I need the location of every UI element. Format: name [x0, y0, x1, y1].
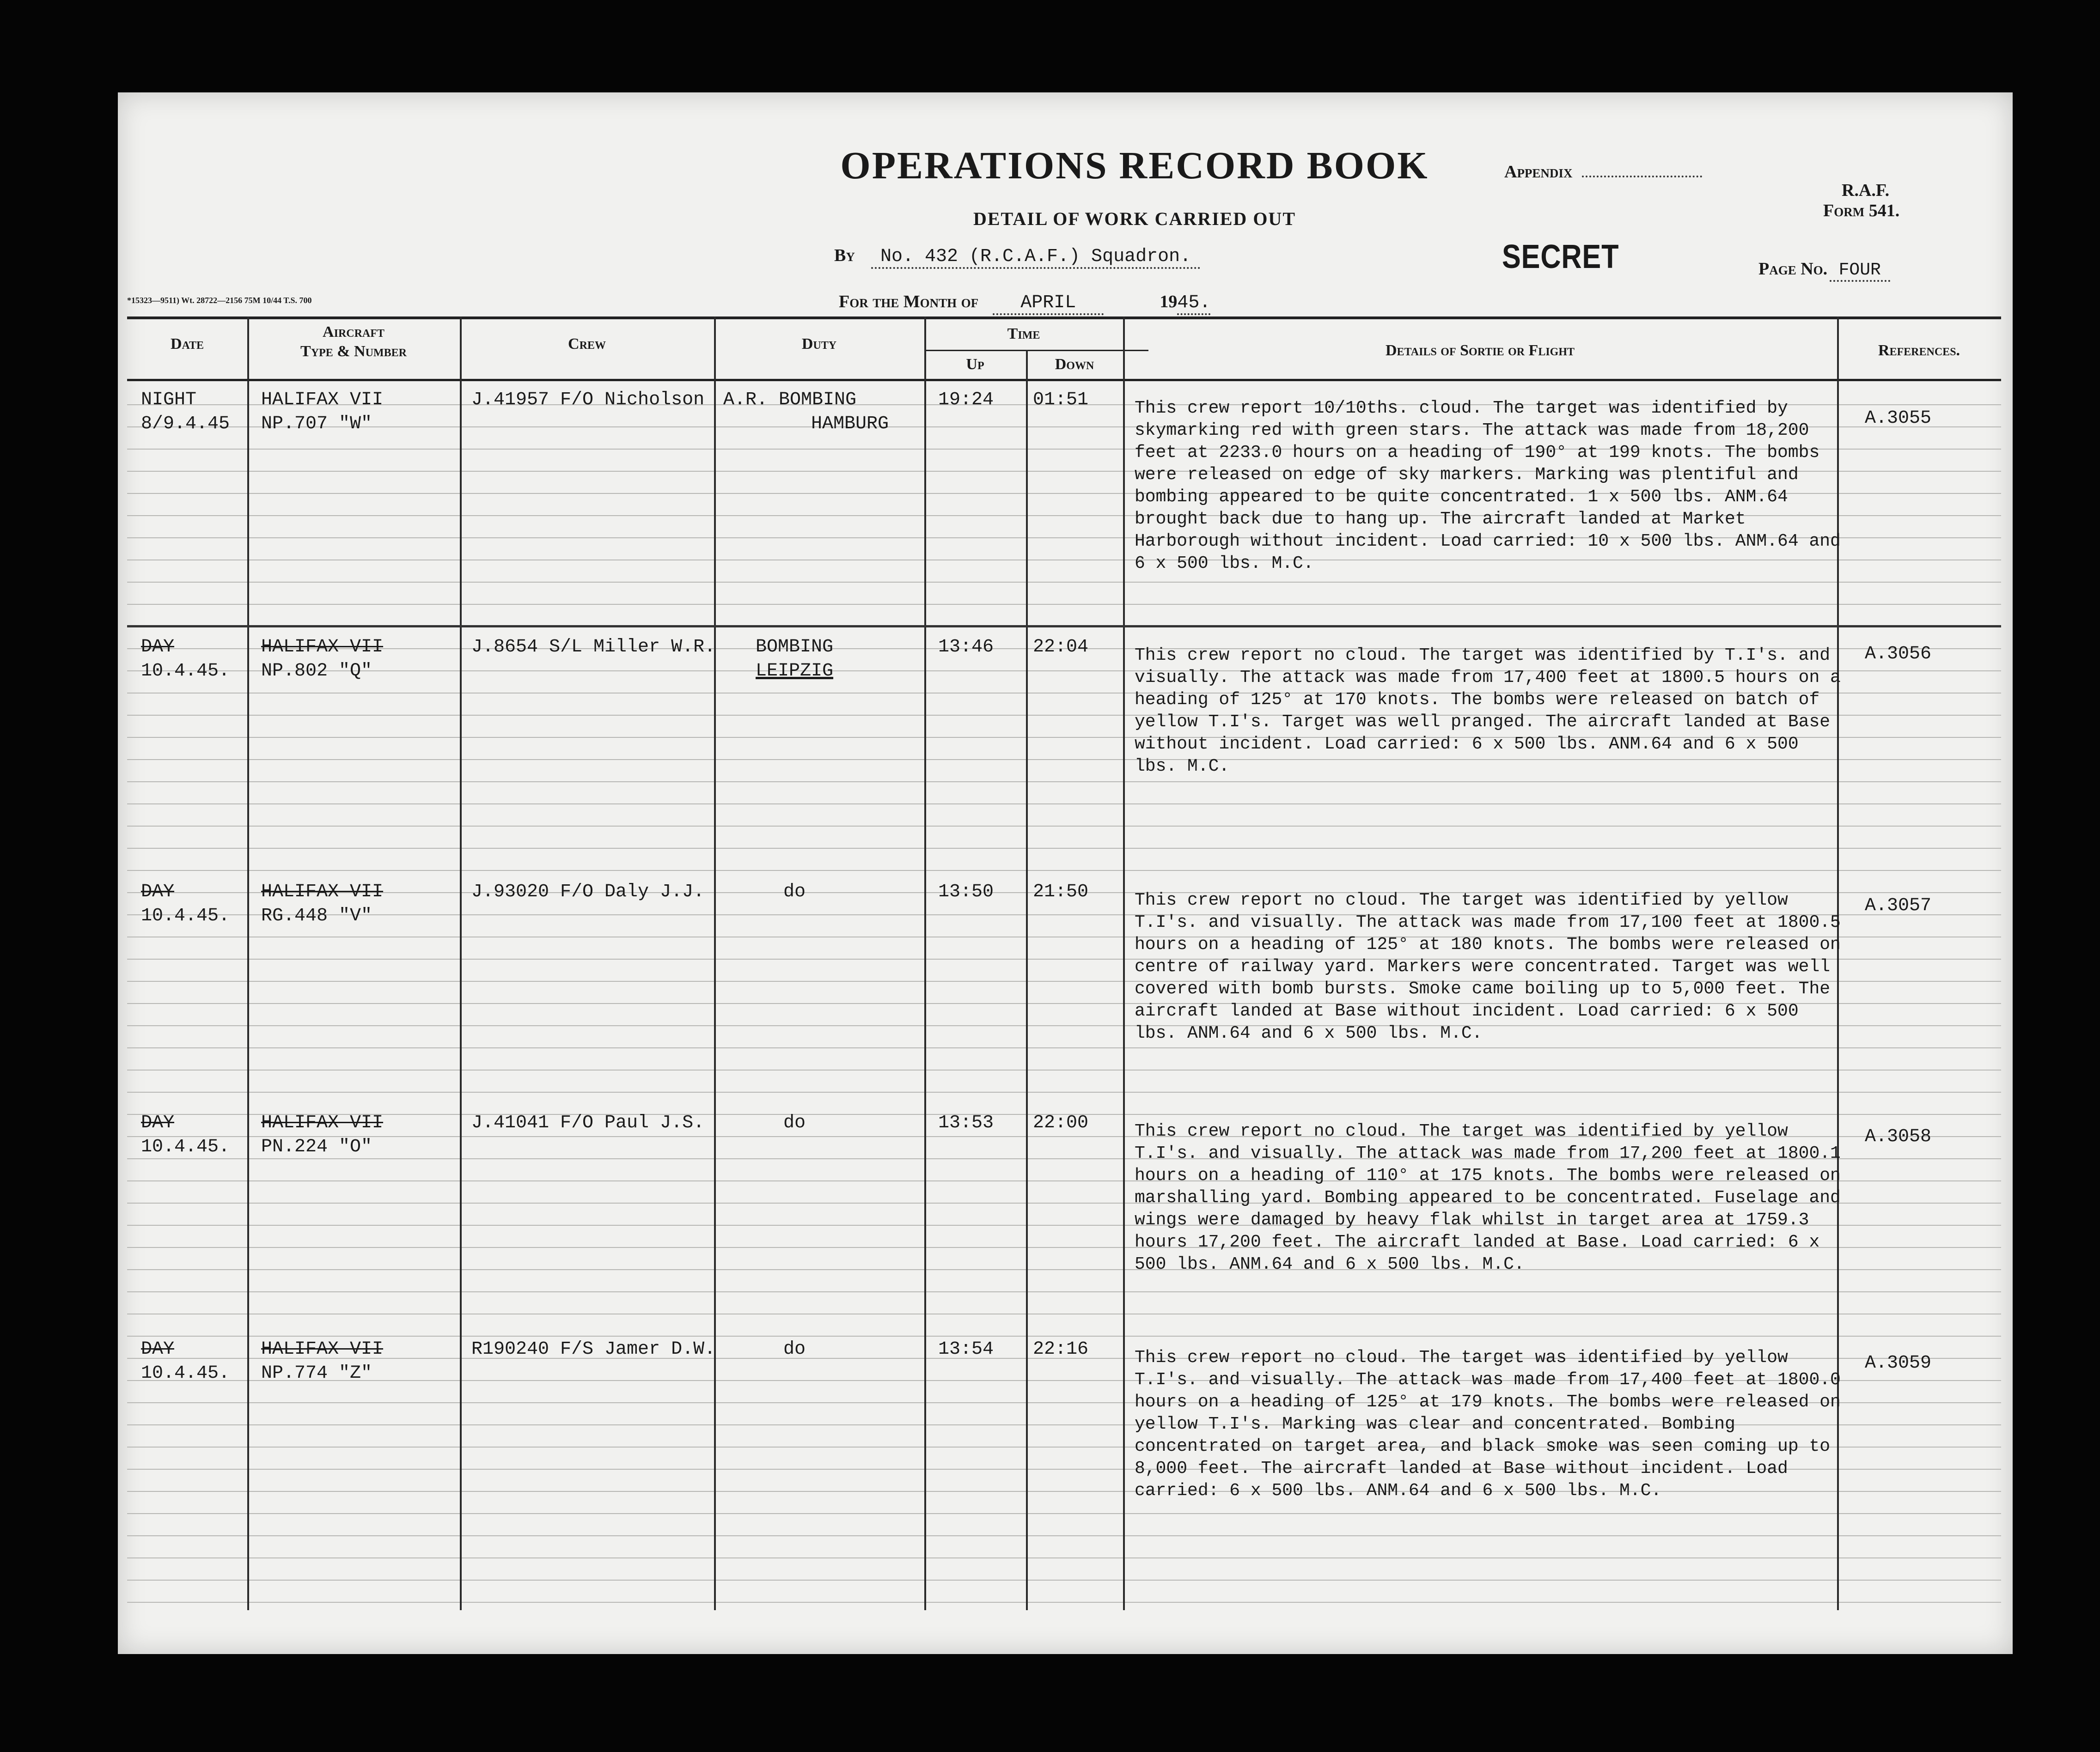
time-up: 19:24	[938, 389, 994, 410]
ruled-line	[127, 1535, 2001, 1536]
col-crew: Crew	[568, 335, 606, 353]
time-down: 21:50	[1033, 882, 1089, 902]
time-up: 13:53	[938, 1113, 994, 1133]
aircraft-type: HALIFAX VII	[261, 882, 384, 902]
date-value: 10.4.45.	[141, 906, 230, 926]
ruled-line	[127, 1513, 2001, 1514]
time-down: 22:16	[1033, 1339, 1089, 1360]
appendix-label: Appendix	[1504, 162, 1573, 182]
ruled-line	[127, 1336, 2001, 1337]
year-prefix: 19	[1160, 292, 1178, 311]
aircraft-type: HALIFAX VII	[261, 1113, 384, 1133]
crew-name: J.41957 F/O Nicholson	[471, 389, 705, 410]
sortie-details: This crew report no cloud. The target was identified by T.I's. and visually. The attack was made from 17,400 feet at 1800.5 hours on a heading of 125° at 170 knots. The bombs were released on batch of yellow T.I's. Target was well pranged. The aircraft landed at Base without incident. Load carried: 6 x 500 lbs. ANM.64 and 6 x 500 lbs. M.C.	[1135, 645, 1841, 776]
month-label: For the Month of	[839, 292, 979, 311]
aircraft-type: HALIFAX VII	[261, 389, 384, 410]
aircraft-type: HALIFAX VII	[261, 637, 384, 657]
page-title: OPERATIONS RECORD BOOK	[840, 144, 1429, 187]
ruled-line	[127, 1580, 2001, 1581]
page-value: FOUR	[1830, 260, 1890, 282]
ruled-line	[127, 870, 2001, 871]
sortie-details: This crew report no cloud. The target was identified by yellow T.I's. and visually. The attack was made from 17,400 feet at 1800.0 hours on a heading of 125° at 179 knots. The bombs were released on yellow T.I's. Marking was clear and concentrated. Bombing concentrated on target area, and black smoke was seen coming up to 8,000 feet. The aircraft landed at Base without incident. Load carried: 6 x 500 lbs. ANM.64 and 6 x 500 lbs. M.C.	[1135, 1348, 1841, 1501]
time-down: 22:04	[1033, 637, 1089, 657]
ruled-line	[127, 1557, 2001, 1558]
ruled-line	[127, 781, 2001, 782]
secret-stamp: SECRET	[1502, 238, 1619, 275]
ruled-line	[127, 582, 2001, 583]
crew-name: J.8654 S/L Miller W.R.	[471, 637, 716, 657]
crew-name: J.93020 F/O Daly J.J.	[471, 882, 705, 902]
appendix-blank	[1582, 176, 1702, 177]
date-value: 10.4.45.	[141, 1363, 230, 1384]
form-number	[1823, 180, 1934, 221]
record-table	[127, 316, 2001, 1610]
squadron-line	[834, 245, 1200, 269]
time-down: 01:51	[1033, 389, 1089, 410]
ruled-line	[127, 803, 2001, 804]
aircraft-number: NP.774 "Z"	[261, 1363, 372, 1384]
divider-up	[1026, 350, 1028, 1610]
crew-name: R190240 F/S Jamer D.W.	[471, 1339, 716, 1360]
time-down: 22:00	[1033, 1113, 1089, 1133]
duty: do	[783, 882, 806, 902]
time-up: 13:46	[938, 637, 994, 657]
ruled-line	[127, 1047, 2001, 1048]
print-code: *15323—9511) Wt. 28722—2156 75M 10/44 T.S. 700	[127, 296, 312, 305]
aircraft-number: PN.224 "O"	[261, 1137, 372, 1157]
col-aircraft: Aircraft	[323, 323, 385, 341]
ruled-line	[127, 1291, 2001, 1292]
aircraft-number: NP.802 "Q"	[261, 661, 372, 681]
by-label: By	[834, 246, 855, 265]
reference: A.3055	[1865, 408, 1932, 429]
month-line	[839, 291, 1210, 315]
col-time: Time	[1007, 325, 1040, 342]
col-date: Date	[170, 335, 204, 353]
sortie-details: This crew report no cloud. The target was identified by yellow T.I's. and visually. The attack was made from 17,100 feet at 1800.5 hours on a heading of 125° at 180 knots. The bombs were released on centre of railway yard. Markers were concentrated. Target was well covered with bomb bursts. Smoke came boiling up to 5,000 feet. The aircraft landed at Base without incident. Load carried: 6 x 500 lbs. ANM.64 and 6 x 500 lbs. M.C.	[1135, 890, 1841, 1043]
ruled-line	[127, 604, 2001, 605]
reference: A.3056	[1865, 644, 1932, 664]
row-separator	[127, 625, 2001, 627]
month-value: APRIL	[993, 292, 1104, 315]
crew-name: J.41041 F/O Paul J.S.	[471, 1113, 705, 1133]
duty: BOMBING	[756, 637, 834, 657]
col-down: Down	[1055, 356, 1094, 373]
col-references: References.	[1878, 342, 1960, 359]
duty: do	[783, 1113, 806, 1133]
aircraft-number: NP.707 "W"	[261, 414, 372, 434]
sortie-details: This crew report no cloud. The target was identified by yellow T.I's. and visually. The attack was made from 17,200 feet at 1800.1 hours on a heading of 110° at 175 knots. The bombs were released on marshalling yard. Bombing appeared to be concentrated. Fuselage and wings were damaged by heavy flak whilst in target area at 1759.3 hours 17,200 feet. The aircraft landed at Base. Load carried: 6 x 500 lbs. ANM.64 and 6 x 500 lbs. M.C.	[1135, 1121, 1841, 1274]
reference: A.3059	[1865, 1353, 1932, 1374]
squadron-value: No. 432 (R.C.A.F.) Squadron.	[871, 246, 1200, 269]
date-period: DAY	[141, 882, 175, 902]
record-sheet	[118, 92, 2013, 1654]
duty-target: LEIPZIG	[756, 661, 834, 681]
date-value: 10.4.45.	[141, 661, 230, 681]
time-up: 13:54	[938, 1339, 994, 1360]
page-label: Page No.	[1758, 259, 1828, 279]
divider-date	[247, 316, 249, 1610]
header-bottom-rule	[127, 379, 2001, 381]
duty-target: HAMBURG	[811, 414, 889, 434]
reference: A.3057	[1865, 895, 1932, 916]
time-split-rule	[924, 350, 1148, 351]
form-line-1: R.A.F.	[1842, 181, 1890, 200]
sortie-details: This crew report 10/10ths. cloud. The target was identified by skymarking red with green stars. The attack was made from 18,200 feet at 2233.0 hours on a heading of 190° at 199 knots. The bombs were released on edge of sky markers. Marking was plentiful and bombing appeared to be quite concentrated. 1 x 500 lbs. ANM.64 brought back due to hang up. The aircraft landed at Market Harborough without incident. Load carried: 10 x 500 lbs. ANM.64 and 6 x 500 lbs. M.C.	[1135, 398, 1841, 573]
divider-crew	[714, 316, 716, 1610]
date-value: 10.4.45.	[141, 1137, 230, 1157]
divider-aircraft	[460, 316, 462, 1610]
ruled-line	[127, 1602, 2001, 1603]
time-up: 13:50	[938, 882, 994, 902]
date-period: DAY	[141, 1339, 175, 1360]
divider-time	[1123, 316, 1125, 1610]
duty: A.R. BOMBING	[723, 389, 857, 410]
col-duty: Duty	[801, 335, 837, 353]
year-value: 45.	[1177, 292, 1210, 315]
divider-duty	[924, 316, 926, 1610]
page-subtitle: DETAIL OF WORK CARRIED OUT	[973, 208, 1296, 229]
appendix-field	[1504, 162, 1702, 182]
date-value: 8/9.4.45	[141, 414, 230, 434]
table-top-rule	[127, 316, 2001, 319]
col-aircraft-sub: Type & Number	[300, 343, 407, 360]
ruled-line	[127, 826, 2001, 827]
ruled-line	[127, 848, 2001, 849]
col-up: Up	[966, 356, 984, 373]
date-period: DAY	[141, 637, 175, 657]
ruled-line	[127, 1092, 2001, 1093]
page-number-field	[1758, 259, 1890, 282]
col-details: Details of Sortie or Flight	[1385, 342, 1575, 359]
aircraft-number: RG.448 "V"	[261, 906, 372, 926]
date-period: DAY	[141, 1113, 175, 1133]
ruled-line	[127, 1070, 2001, 1071]
form-line-2: Form 541.	[1823, 201, 1900, 220]
reference: A.3058	[1865, 1126, 1932, 1147]
aircraft-type: HALIFAX VII	[261, 1339, 384, 1360]
duty: do	[783, 1339, 806, 1360]
date-period: NIGHT	[141, 389, 197, 410]
